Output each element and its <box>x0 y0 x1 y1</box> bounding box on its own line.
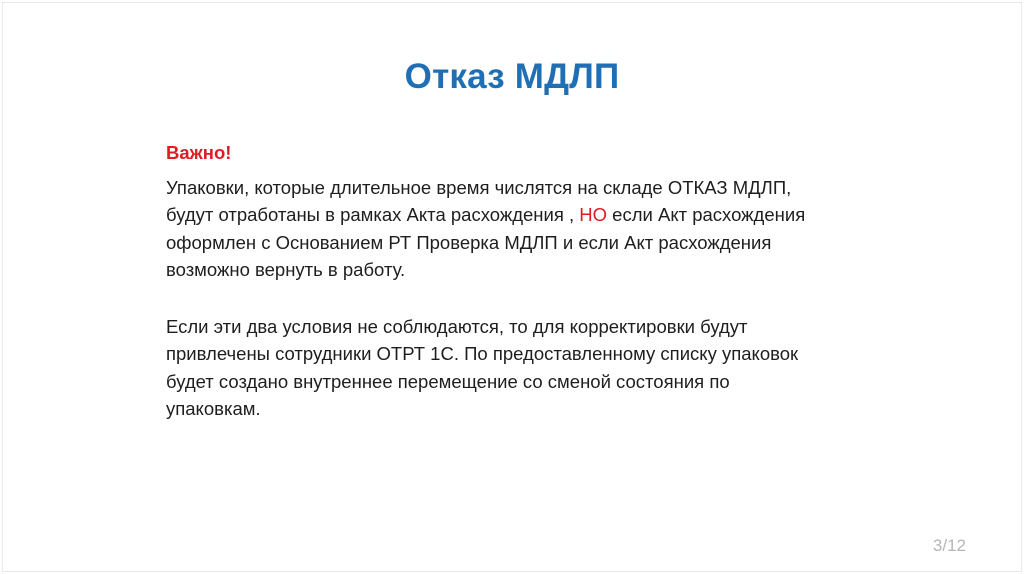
paragraph-conditions <box>166 174 866 284</box>
paragraph-correction <box>166 313 866 423</box>
slide-body <box>166 139 866 423</box>
page-number: 3/12 <box>932 536 966 555</box>
slide-title: Отказ МДЛП <box>404 57 620 96</box>
important-label: Важно! <box>166 142 232 163</box>
paragraph-correction-line3: будет создано внутреннее перемещение со сменой состояния по <box>166 370 730 392</box>
paragraph-conditions-line4: возможно вернуть в работу. <box>166 259 406 280</box>
paragraph-conditions-line2: будут отработаны в рамках Акта расхождения , <box>166 204 580 225</box>
highlight-no: НО <box>579 204 608 225</box>
slide <box>2 2 1022 572</box>
paragraph-correction-line4: упаковкам. <box>166 398 261 419</box>
paragraph-conditions-line3: оформлен с Основанием РТ Проверка МДЛП и если Акт расхождения <box>166 231 772 253</box>
paragraph-conditions-line2-end: если Акт расхождения <box>607 204 806 225</box>
paragraph-correction-line1: Если эти два условия не соблюдаются, то для корректировки будут <box>166 315 748 337</box>
paragraph-conditions-line1: Упаковки, которые длительное время числятся на складе ОТКАЗ МДЛП, <box>166 176 792 198</box>
paragraph-correction-line2: привлечены сотрудники ОТРТ 1С. По предоставленному списку упаковок <box>166 343 799 364</box>
